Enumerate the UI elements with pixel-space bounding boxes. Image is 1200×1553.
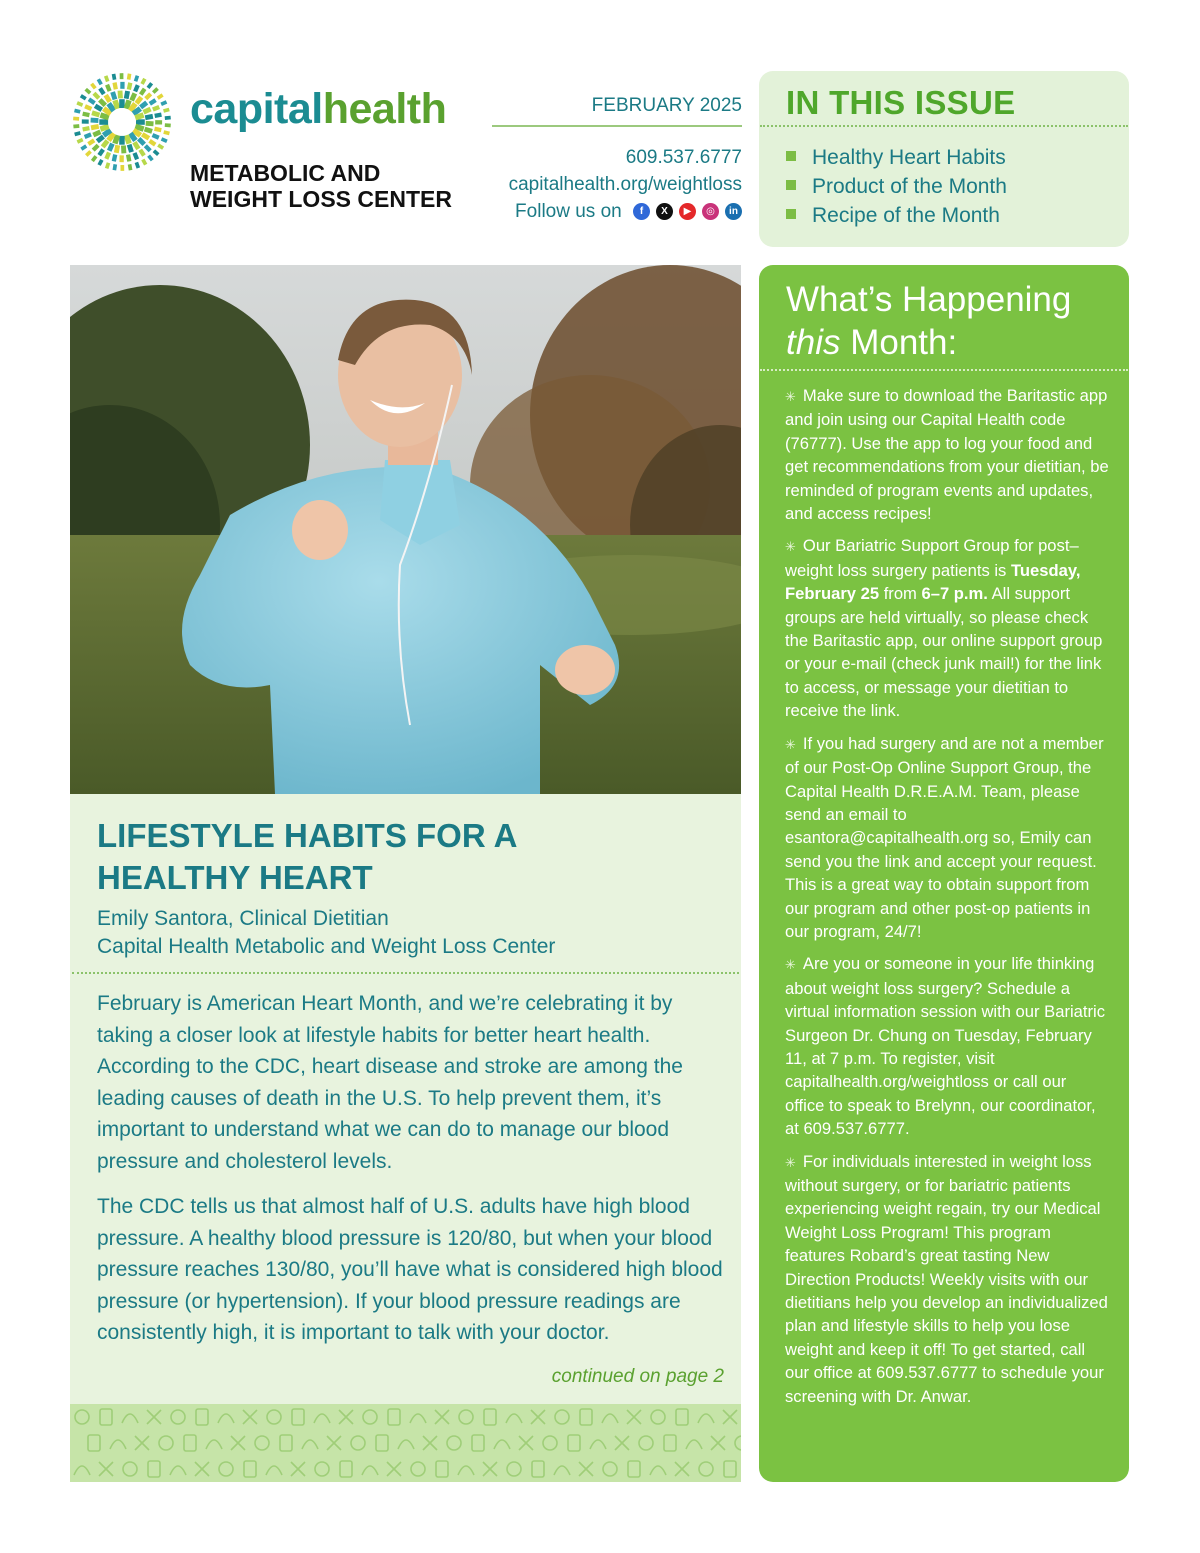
center-name-line2: WEIGHT LOSS CENTER (190, 186, 452, 212)
facebook-icon[interactable]: f (633, 203, 650, 220)
issue-date: FEBRUARY 2025 (591, 95, 742, 116)
capital-health-logo-icon (68, 68, 176, 176)
in-this-issue-list (786, 143, 1007, 230)
happening-item-dream-team: ✳ If you had surgery and are not a member of our Post-Op Online Support Group, the Capital Health D.R.E.A.M. Team, please send an email to esantora@capitalhealth.org so, Emily can send you the link and accept your request. This is a great way to obtain support from our program and other post-op patients in our program, 24/7! (785, 733, 1104, 941)
website-link[interactable]: capitalhealth.org/weightloss (508, 174, 742, 195)
bullet-square-icon (786, 209, 796, 219)
instagram-icon[interactable]: ◎ (702, 203, 719, 220)
whats-happening-divider (760, 369, 1128, 371)
asterisk-bullet-icon: ✳ (785, 957, 796, 973)
bullet-square-icon (786, 151, 796, 161)
in-this-issue-divider (760, 125, 1128, 127)
asterisk-bullet-icon: ✳ (785, 539, 796, 555)
follow-label: Follow us on (515, 201, 622, 222)
happening-item-support-group: ✳ Our Bariatric Support Group for post–weight loss surgery patients is Tuesday, February 25 from 6–7 p.m. All support groups are held virtually, so please check the Baritastic app, our online support group or your e-mail (check junk mail!) for the link to access, or message your dietitian to receive the link. (785, 536, 1103, 721)
issue-item[interactable]: Recipe of the Month (786, 201, 1007, 230)
in-this-issue-title: IN THIS ISSUE (786, 84, 1016, 121)
fitness-food-pattern-band (70, 1404, 741, 1482)
article-paragraph-2: The CDC tells us that almost half of U.S. adults have high blood pressure. A healthy blood pressure is 120/80, but when your blood pressure reaches 130/80, you’ll have what is considered high blood pressure (or hypertension). If your blood pressure readings are consistently high, it is important to talk with your doctor. (97, 1195, 723, 1344)
bullet-square-icon (786, 180, 796, 190)
asterisk-bullet-icon: ✳ (785, 389, 796, 404)
whats-happening-title: What’s Happening this Month: (786, 280, 1072, 362)
happening-item-info-session: ✳ Are you or someone in your life thinking about weight loss surgery? Schedule a virtual information session with our Bariatric Surgeon Dr. Chung on Tuesday, February 11, at 7 p.m. To register, visit capitalhealth.org/weightloss or call our office to speak to Brelynn, our coordinator, at 609.537.6777. (785, 954, 1106, 1139)
phone-number[interactable]: 609.537.6777 (625, 147, 742, 168)
asterisk-bullet-icon: ✳ (785, 736, 796, 752)
center-name (190, 160, 490, 212)
happening-item-medical-weight-loss: ✳ For individuals interested in weight loss without surgery, or for bariatric patients experiencing weight regain, try our Medical Weight Loss Program! This program features Robard’s great tasting New Direction Products! Weekly visits with our dietitians help you develop an individualized plan and lifestyle skills to help you lose weight and keep it off! To get started, call our office at 609.537.6777 to schedule your screening with Dr. Anwar. (785, 1151, 1108, 1406)
article-byline (97, 905, 555, 961)
brand-wordmark (190, 85, 447, 133)
follow-row (470, 198, 742, 225)
article-title: LIFESTYLE HABITS FOR A HEALTHY HEART (97, 817, 518, 896)
asterisk-bullet-icon: ✳ (785, 1154, 796, 1170)
brand-part1: capital (190, 85, 323, 133)
contact-block (470, 144, 742, 225)
x-icon[interactable]: X (656, 203, 673, 220)
linkedin-icon[interactable]: in (725, 203, 742, 220)
happening-item-baritastic: ✳ Make sure to download the Baritastic app and join using our Capital Health code (76777). Use the app to log your food and get recommendations from your dietitian, be reminded of program events and updates, and access recipes! (785, 386, 1109, 524)
issue-item[interactable]: Product of the Month (786, 172, 1007, 201)
hero-photo-woman-jogging (70, 265, 741, 794)
youtube-icon[interactable]: ▶ (679, 203, 696, 220)
continued-link[interactable]: continued on page 2 (551, 1366, 724, 1387)
article-divider (72, 972, 739, 974)
whats-happening-list (785, 384, 1110, 1417)
author-name: Emily Santora, Clinical Dietitian (97, 907, 389, 930)
author-affiliation: Capital Health Metabolic and Weight Loss Center (97, 935, 556, 958)
center-name-line1: METABOLIC AND (190, 160, 381, 186)
article-paragraph-1: February is American Heart Month, and we’re celebrating it by taking a closer look at lifestyle habits for better heart health. According to the CDC, heart disease and stroke are among the leading causes of death in the U.S. To help prevent them, it’s important to understand what we can do to manage our blood pressure and cholesterol levels. (97, 992, 683, 1173)
issue-item[interactable]: Healthy Heart Habits (786, 143, 1007, 172)
brand-part2: health (322, 85, 447, 133)
header-divider (492, 125, 742, 127)
